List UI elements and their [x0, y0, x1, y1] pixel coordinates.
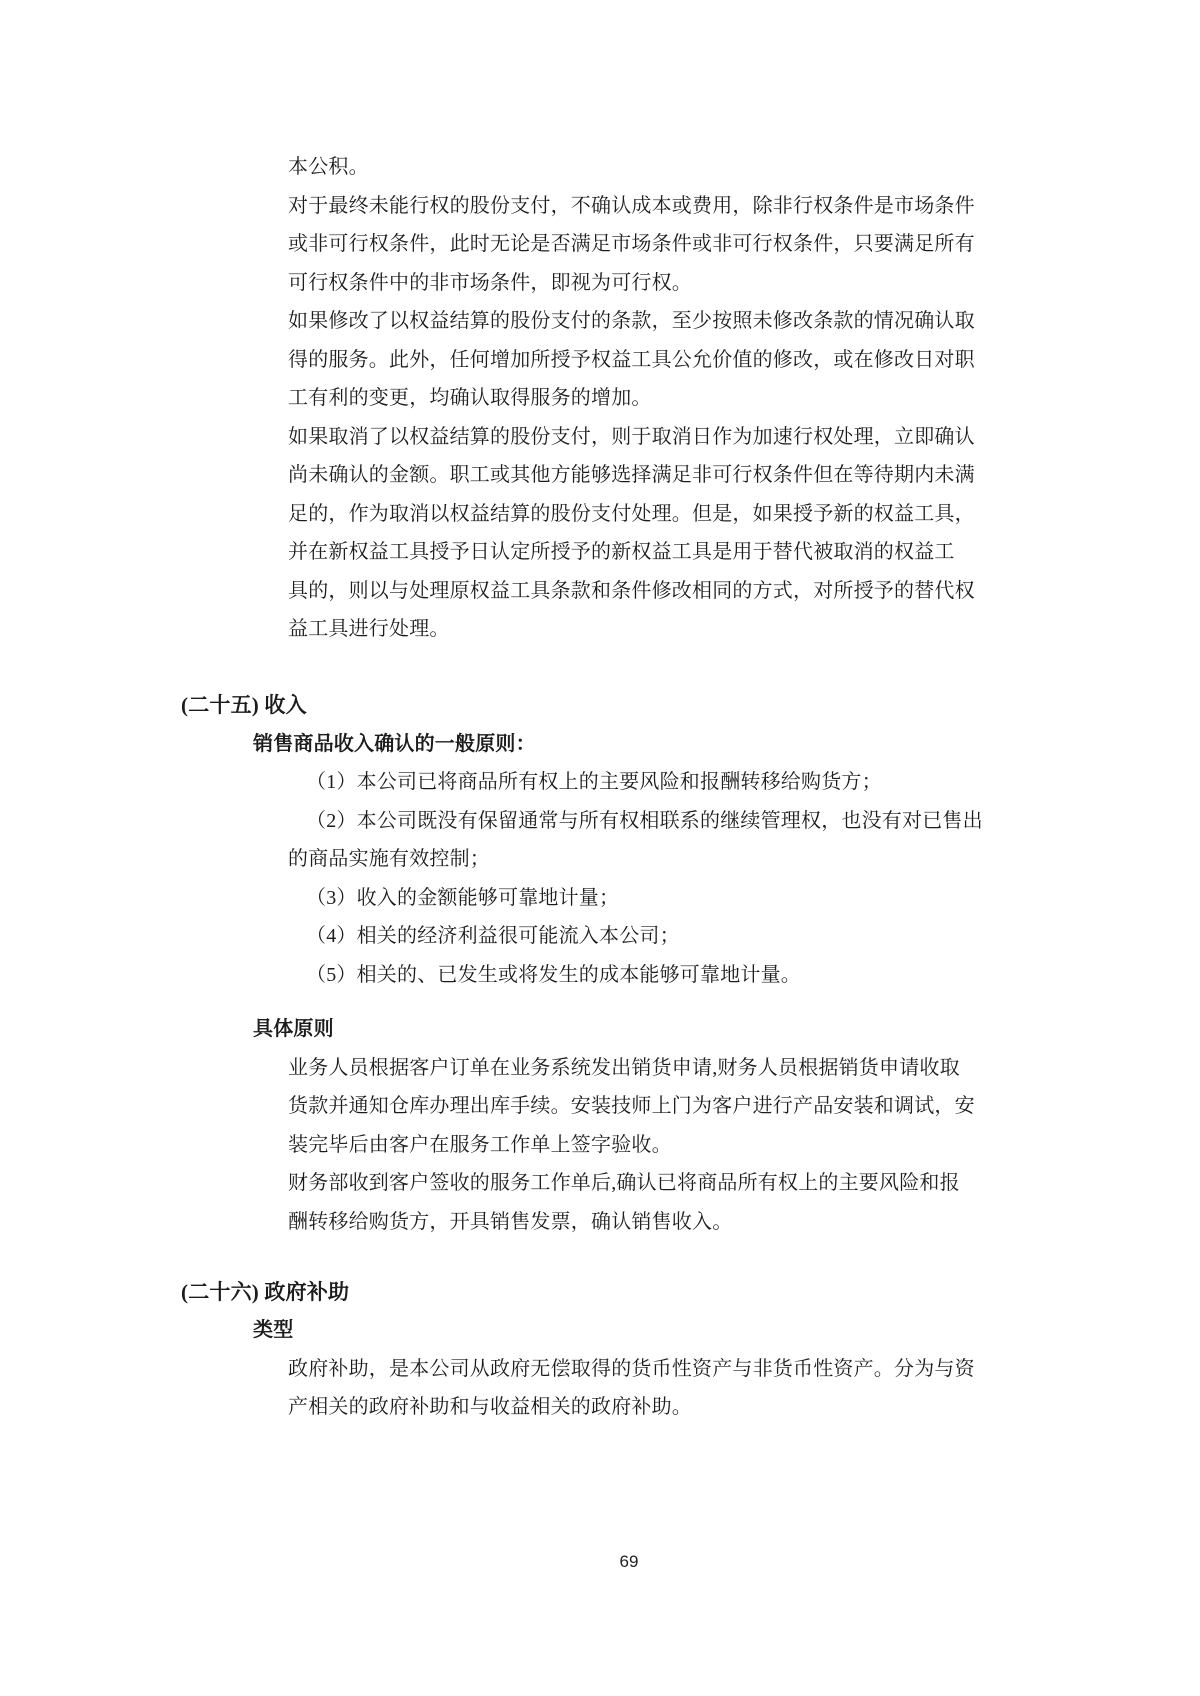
list-item — [181, 802, 983, 879]
text-line: 工有利的变更，均确认取得服务的增加。 — [288, 387, 652, 409]
section-heading-revenue: (二十五) 收入 — [181, 693, 307, 717]
list-item — [181, 763, 971, 802]
text-line: 财务部收到客户签收的服务工作单后,确认已将商品所有权上的主要风险和报 — [288, 1172, 960, 1194]
text-line: 或非可行权条件，此时无论是否满足市场条件或非可行权条件，只要满足所有 — [288, 233, 975, 255]
text-line: 的商品实施有效控制； — [288, 848, 490, 870]
section-heading-government-grants: (二十六) 政府补助 — [181, 1279, 350, 1304]
paragraph — [181, 418, 975, 649]
text-line: 可行权条件中的非市场条件，即视为可行权。 — [288, 271, 692, 294]
text-line: 本公积。 — [288, 156, 369, 178]
text-line: 酬转移给购货方，开具销售发票，确认销售收入。 — [288, 1210, 733, 1233]
text-line: 政府补助，是本公司从政府无偿取得的货币性资产与非货币性资产。分为与资 — [288, 1357, 975, 1380]
text-line: 货款并通知仓库办理出库手续。安装技师上门为客户进行产品安装和调试，安 — [288, 1095, 975, 1117]
list-item — [181, 879, 971, 918]
text-line: 尚未确认的金额。职工或其他方能够选择满足非可行权条件但在等待期内未满 — [288, 464, 975, 486]
list-item — [181, 956, 971, 995]
sub-heading-grant-type: 类型 — [253, 1319, 294, 1341]
text-line: 业务人员根据客户订单在业务系统发出销货申请,财务人员根据销货申请收取 — [288, 1056, 960, 1079]
text-line: 得的服务。此外，任何增加所授予权益工具公允价值的修改，或在修改日对职 — [288, 348, 975, 371]
text-line: 如果取消了以权益结算的股份支付，则于取消日作为加速行权处理，立即确认 — [288, 425, 975, 448]
text-line: 并在新权益工具授予日认定所授予的新权益工具是用于替代被取消的权益工 — [288, 541, 955, 563]
text-line: 益工具进行处理。 — [288, 618, 450, 640]
paragraph — [181, 187, 975, 303]
text-line: （5）相关的、已发生或将发生的成本能够可靠地计量。 — [306, 963, 801, 986]
paragraph — [181, 148, 971, 187]
paragraph — [181, 1350, 975, 1427]
text-line: 具的，则以与处理原权益工具条款和条件修改相同的方式，对所授予的替代权 — [288, 579, 975, 602]
text-line: 对于最终未能行权的股份支付，不确认成本或费用，除非行权条件是市场条件 — [288, 194, 975, 217]
text-line: （2）本公司既没有保留通常与所有权相联系的继续管理权，也没有对已售出 — [306, 809, 983, 832]
list-item — [181, 917, 971, 956]
text-line: 产相关的政府补助和与收益相关的政府补助。 — [288, 1396, 692, 1418]
document-content — [181, 148, 983, 1427]
sub-heading-general-principles: 销售商品收入确认的一般原则： — [253, 732, 536, 755]
paragraph — [181, 302, 975, 418]
text-line: 足的，作为取消以权益结算的股份支付处理。但是，如果授予新的权益工具， — [288, 502, 975, 525]
paragraph — [181, 1164, 971, 1241]
text-line: （4）相关的经济利益很可能流入本公司； — [306, 925, 680, 947]
text-line: （1）本公司已将商品所有权上的主要风险和报酬转移给购货方； — [306, 771, 882, 793]
text-line: （3）收入的金额能够可靠地计量； — [306, 886, 620, 909]
paragraph — [181, 1049, 975, 1165]
text-line: 装完毕后由客户在服务工作单上签字验收。 — [288, 1133, 672, 1156]
text-line: 如果修改了以权益结算的股份支付的条款，至少按照未修改条款的情况确认取 — [288, 310, 975, 332]
sub-heading-specific-principles: 具体原则 — [253, 1018, 334, 1040]
page-number: 69 — [619, 1552, 639, 1571]
